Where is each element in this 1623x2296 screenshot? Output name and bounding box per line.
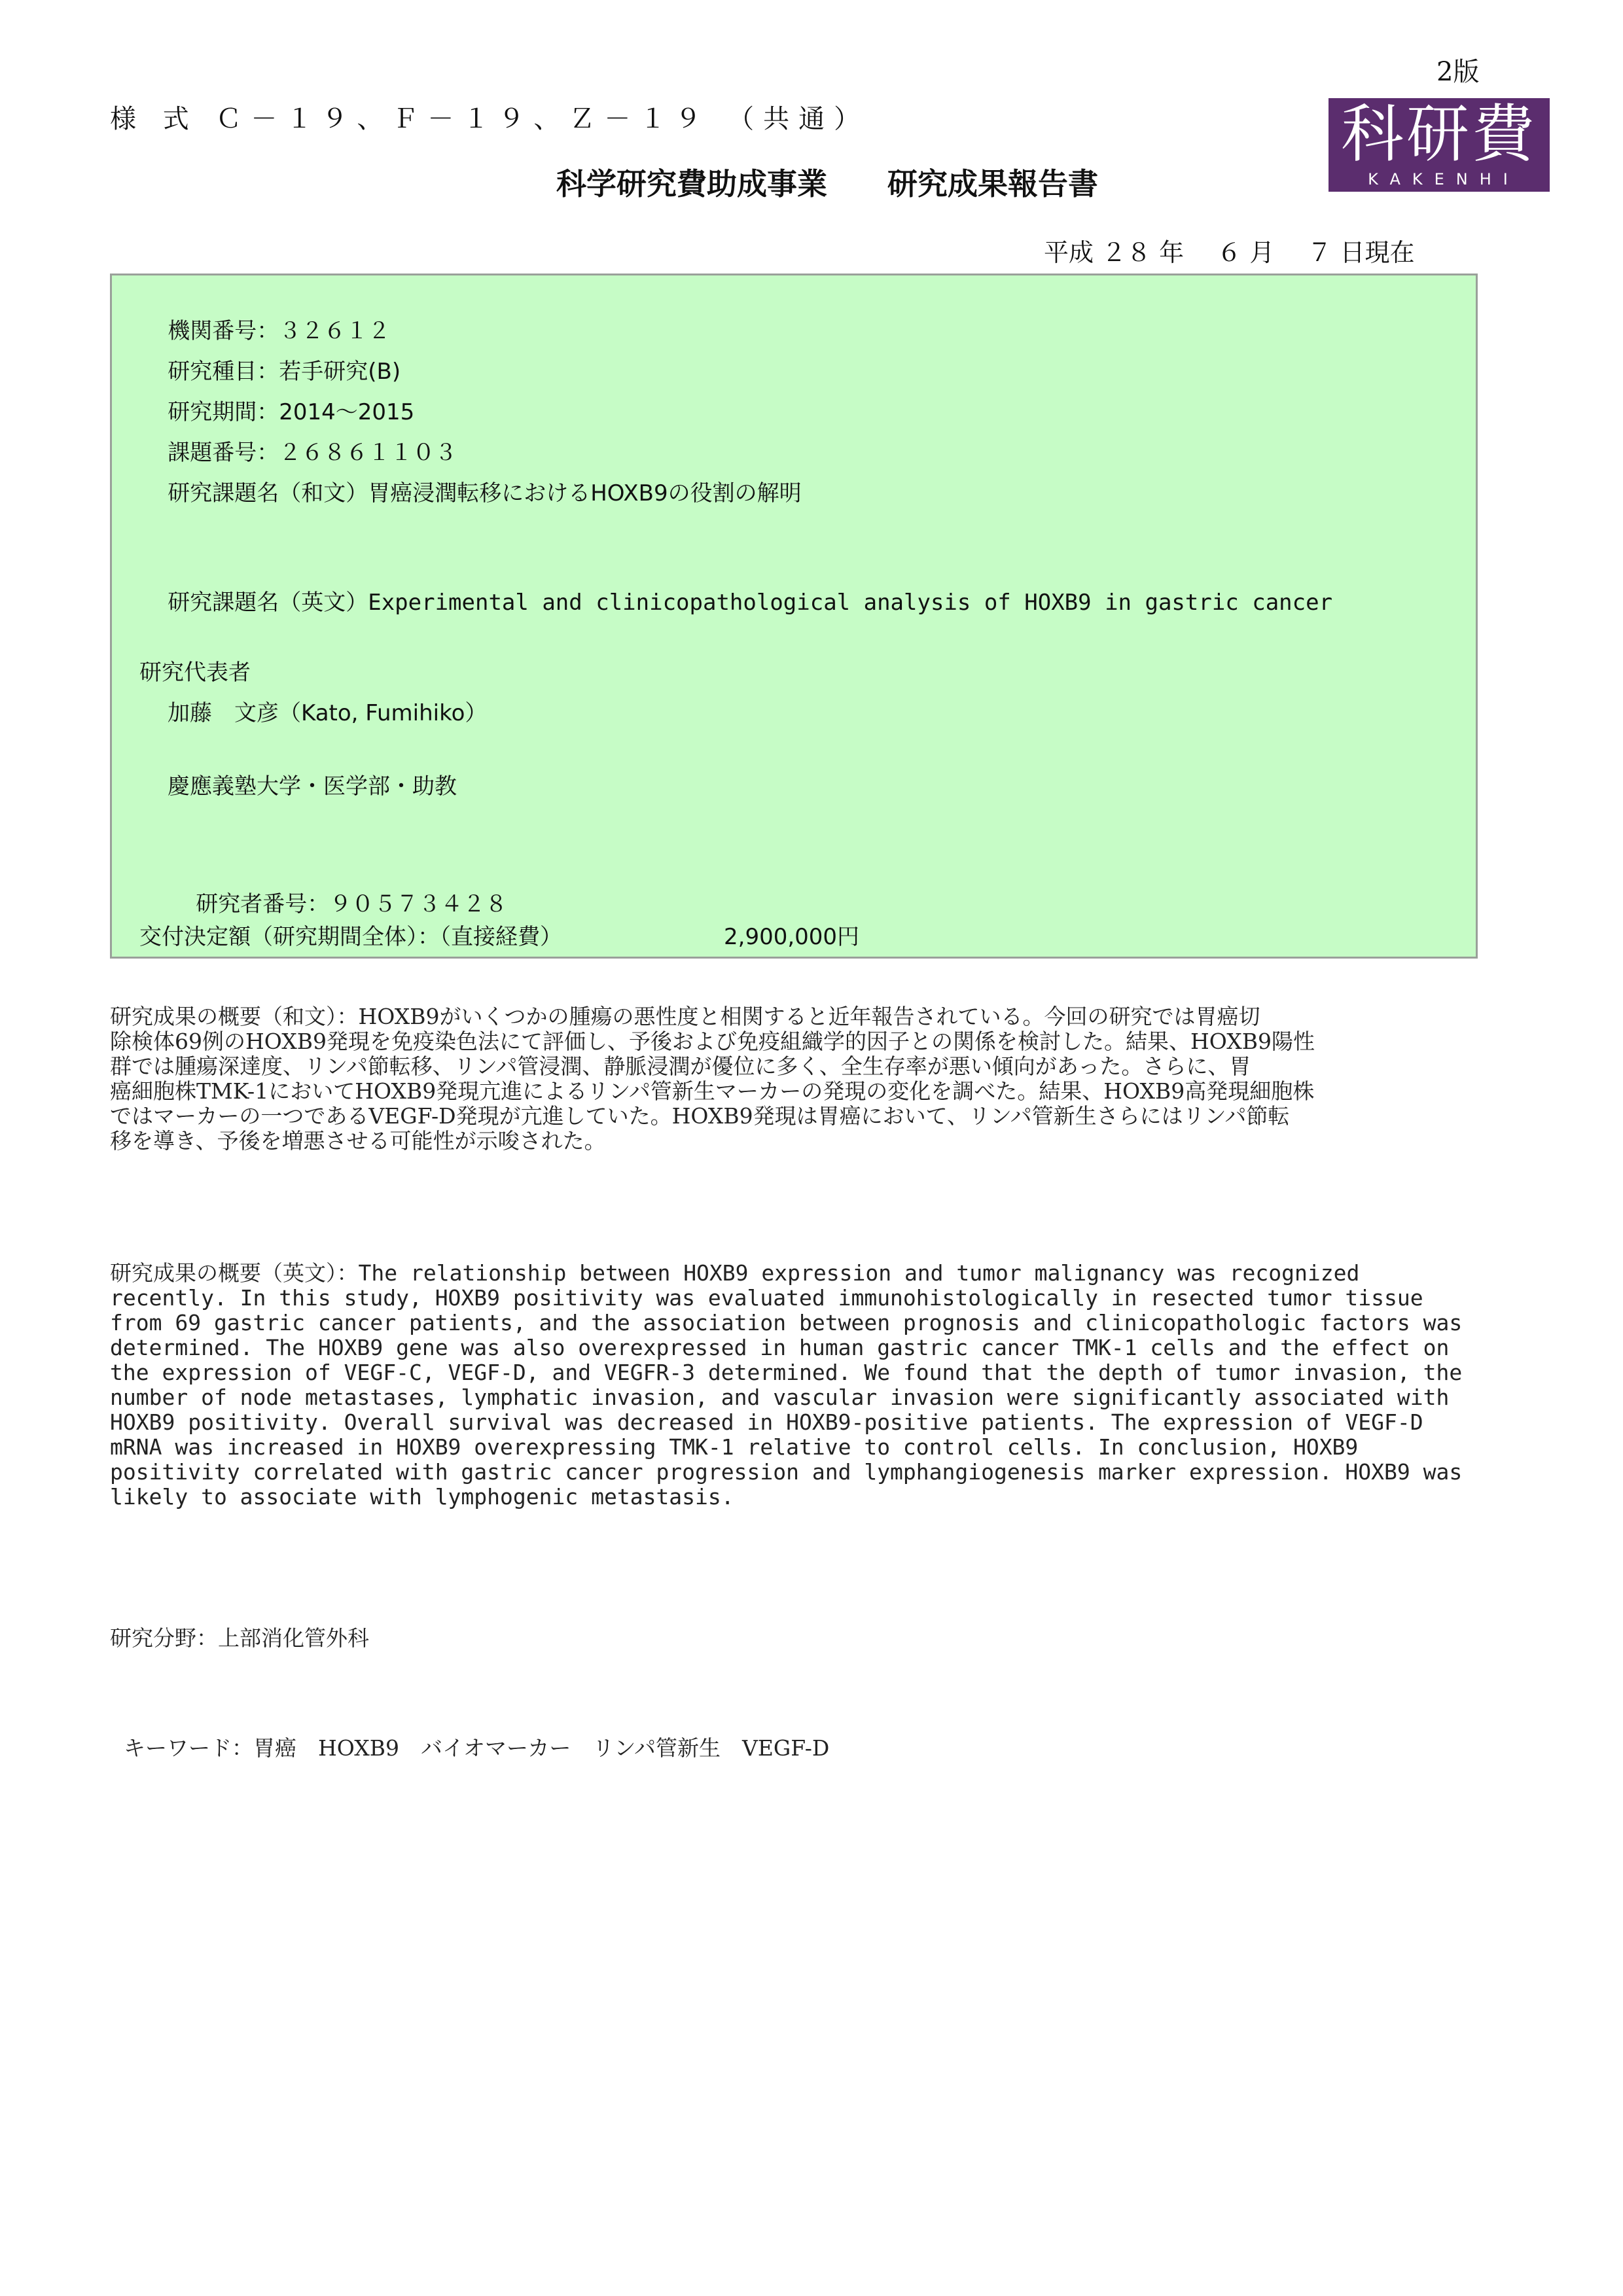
summary-ja-line: ではマーカーの一つであるVEGF-D発現が亢進していた。HOXB9発現は胃癌において、リンパ管新生さらにはリンパ節転 xyxy=(110,1103,1290,1129)
category-label: 研究種目： xyxy=(168,359,279,385)
summary-ja xyxy=(110,1004,1491,1154)
summary-en-line: likely to associate with lymphogenic metastasis. xyxy=(110,1484,734,1510)
researcher-number-value: ９０５７３４２８ xyxy=(329,891,508,917)
title-ja-label: 研究課題名（和文） xyxy=(168,480,368,506)
period-label: 研究期間： xyxy=(168,399,279,425)
summary-ja-label: 研究成果の概要（和文）： xyxy=(110,1004,359,1029)
institution-label: 機関番号： xyxy=(168,318,279,344)
summary-en-line: positivity correlated with gastric cancer progression and lymphangiogenesis marker expression. HOXB9 was xyxy=(110,1459,1463,1485)
summary-en-line: recently. In this study, HOXB9 positivity was evaluated immunohistologically in resected tumor tissue xyxy=(110,1285,1423,1311)
title-en-label: 研究課題名（英文） xyxy=(168,590,368,616)
summary-en-line: number of node metastases, lymphatic invasion, and vascular invasion were significantly associated with xyxy=(110,1385,1450,1410)
research-field-label: 研究分野： xyxy=(110,1625,218,1651)
period-value: 2014～2015 xyxy=(279,399,415,425)
keywords xyxy=(110,1711,829,1761)
project-number-label: 課題番号： xyxy=(168,440,279,466)
grant-amount: 2,900,000円 xyxy=(724,924,860,950)
project-number-value: ２６８６１１０３ xyxy=(279,440,457,466)
report-date: 平成 ２８ 年 ６ 月 ７ 日現在 xyxy=(1044,238,1415,267)
document-title: 科学研究費助成事業 研究成果報告書 xyxy=(556,166,1098,202)
summary-en-line: 研究成果の概要（英文）：The relationship between HOXB9 expression and tumor malignancy was recognized xyxy=(110,1260,1360,1286)
summary-ja-line: 移を導き、予後を増悪させる可能性が示唆された。 xyxy=(110,1128,606,1154)
title-ja-value: 胃癌浸潤転移におけるHOXB9の役割の解明 xyxy=(368,480,802,506)
form-id: 様 式 Ｃ－１９、Ｆ－１９、Ｚ－１９ （共通） xyxy=(110,104,870,134)
title-ja-row xyxy=(139,449,802,533)
category-value: 若手研究(B) xyxy=(279,359,401,385)
summary-en-line: HOXB9 positivity. Overall survival was decreased in HOXB9-positive patients. The expression of VEGF-D xyxy=(110,1409,1423,1435)
keywords-value: 胃癌 HOXB9 バイオマーカー リンパ管新生 VEGF-D xyxy=(253,1735,830,1761)
version-label: 2版 xyxy=(1436,57,1480,87)
logo-kanji: 科研費 xyxy=(1341,97,1537,171)
summary-ja-line: 除検体69例のHOXB9発現を免疫染色法にて評価し、予後および免疫組織学的因子との関係を検討した。結果、HOXB9陽性 xyxy=(110,1029,1315,1054)
pi-name: 加藤 文彦（Kato, Fumihiko） xyxy=(168,700,488,726)
summary-en-line: from 69 gastric cancer patients, and the association between prognosis and clinicopathologic factors was xyxy=(110,1310,1463,1335)
title-en-value: Experimental and clinicopathological analysis of HOXB9 in gastric cancer xyxy=(368,590,1333,616)
grant-label: 交付決定額（研究期間全体）：（直接経費） xyxy=(139,924,562,950)
research-field xyxy=(110,1626,369,1651)
researcher-number-label: 研究者番号： xyxy=(196,891,330,917)
summary-en-line: determined. The HOXB9 gene was also overexpressed in human gastric cancer TMK-1 cells and the effect on xyxy=(110,1335,1450,1360)
kakenhi-logo xyxy=(1329,98,1550,192)
keywords-label: キーワード： xyxy=(123,1735,253,1761)
pi-affiliation: 慶應義塾大学・医学部・助教 xyxy=(168,773,457,800)
summary-ja-line: 群では腫瘍深達度、リンパ節転移、リンパ管浸潤、静脈浸潤が優位に多く、全生存率が悪い傾向があった。さらに、胃 xyxy=(110,1053,1251,1079)
pi-label: 研究代表者 xyxy=(139,660,251,686)
summary-ja-line: 研究成果の概要（和文）：HOXB9がいくつかの腫瘍の悪性度と相関すると近年報告されている。今回の研究では胃癌切 xyxy=(110,1004,1260,1029)
project-info-box xyxy=(110,274,1478,959)
logo-roman: KAKENHI xyxy=(1368,170,1520,188)
summary-en-line: the expression of VEGF-C, VEGF-D, and VEGFR-3 determined. We found that the depth of tumor invasion, the xyxy=(110,1360,1463,1385)
title-en-row xyxy=(139,558,1332,643)
summary-en-line: mRNA was increased in HOXB9 overexpressing TMK-1 relative to control cells. In conclusion, HOXB9 xyxy=(110,1434,1359,1460)
research-field-value: 上部消化管外科 xyxy=(218,1625,369,1651)
summary-ja-line: 癌細胞株TMK-1においてHOXB9発現亢進によるリンパ管新生マーカーの発現の変化を調べた。結果、HOXB9高発現細胞株 xyxy=(110,1078,1315,1104)
institution-value: ３２６１２ xyxy=(279,318,391,344)
summary-en xyxy=(110,1261,1491,1510)
summary-en-label: 研究成果の概要（英文）： xyxy=(110,1260,359,1286)
